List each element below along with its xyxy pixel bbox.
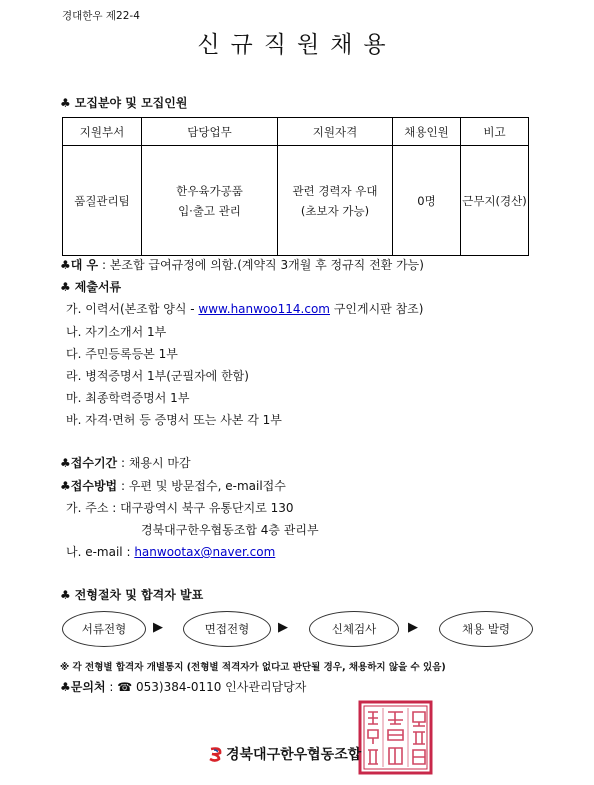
club-icon: ♣ — [60, 479, 71, 493]
section-process-heading — [60, 586, 203, 603]
arrow-right-icon: ▶ — [408, 620, 418, 635]
list-item: 라. 병적증명서 1부(군필자에 한함) — [66, 369, 249, 383]
doc-item-1-suffix: 구인게시판 참조) — [330, 302, 424, 316]
address-line-1: 가. 주소 : 대구광역시 북구 유통단지로 130 — [66, 501, 294, 515]
doc-item-1 — [66, 300, 423, 317]
club-icon: ♣ — [60, 96, 71, 110]
email-link[interactable]: hanwootax@naver.com — [134, 545, 276, 559]
benefit-line — [60, 256, 424, 273]
table-header-cell: 지원자격 — [278, 118, 393, 146]
section-recruit-heading — [60, 94, 187, 111]
email-line — [66, 543, 275, 560]
step-physical-exam: 신체검사 — [309, 611, 399, 647]
contact-text: : ☎ 053)384-0110 인사관리담당자 — [109, 680, 307, 694]
list-item: 마. 최종학력증명서 1부 — [66, 391, 190, 405]
cell-qual-line2: (초보자 가능) — [300, 203, 370, 218]
cooperative-logo-icon — [208, 746, 224, 762]
footer-org-name: 경북대구한우협동조합 — [226, 747, 362, 763]
cell-note: 근무지(경산) — [461, 146, 529, 256]
benefit-text: : 본조합 급여규정에 의함.(계약직 3개월 후 정규직 전환 가능) — [101, 258, 424, 272]
page-title: 신규직원채용 — [197, 32, 397, 58]
section-recruit-label: 모집분야 및 모집인원 — [74, 96, 188, 110]
method-text: : 우편 및 방문접수, e-mail접수 — [120, 479, 286, 493]
club-icon: ♣ — [60, 456, 71, 470]
cell-dept: 품질관리팀 — [63, 146, 142, 256]
table-header-cell: 지원부서 — [63, 118, 142, 146]
doc-item-1-prefix: 가. 이력서(본조합 양식 - — [66, 302, 199, 316]
section-docs-heading — [60, 278, 121, 295]
cell-duty — [142, 146, 278, 256]
document-number: 경대한우 제22-4 — [62, 10, 140, 22]
list-item: 바. 자격·면허 등 증명서 또는 사본 각 1부 — [66, 413, 282, 427]
period-text: : 채용시 마감 — [120, 456, 191, 470]
contact-line — [60, 678, 306, 695]
arrow-right-icon: ▶ — [153, 620, 163, 635]
benefit-label: 대 우 — [70, 258, 99, 272]
section-process-label: 전형절차 및 합격자 발표 — [74, 588, 204, 602]
website-link[interactable]: www.hanwoo114.com — [198, 302, 330, 316]
step-document-screening: 서류전형 — [62, 611, 146, 647]
step-interview: 면접전형 — [183, 611, 271, 647]
table-row — [63, 146, 529, 256]
step-appointment: 채용 발령 — [439, 611, 533, 647]
cell-qual-line1: 관련 경력자 우대 — [292, 183, 378, 198]
footer-organization — [208, 744, 361, 764]
method-line — [60, 477, 286, 494]
period-line — [60, 454, 191, 471]
period-label: 접수기간 — [70, 456, 118, 470]
cell-qualification — [278, 146, 393, 256]
table-header-cell: 채용인원 — [393, 118, 461, 146]
recruit-table — [62, 117, 529, 256]
club-icon: ♣ — [60, 280, 71, 294]
club-icon: ♣ — [60, 680, 71, 694]
club-icon: ♣ — [60, 588, 71, 602]
table-header-row — [63, 118, 529, 146]
arrow-right-icon: ▶ — [278, 620, 288, 635]
address-line-2: 경북대구한우협동조합 4층 관리부 — [141, 523, 319, 537]
list-item: 다. 주민등록등본 1부 — [66, 347, 178, 361]
cell-duty-line1: 한우육가공품 — [176, 183, 243, 198]
official-seal — [358, 700, 433, 775]
table-header-cell: 담당업무 — [142, 118, 278, 146]
method-label: 접수방법 — [70, 479, 118, 493]
section-docs-label: 제출서류 — [74, 280, 122, 294]
list-item: 나. 자기소개서 1부 — [66, 325, 167, 339]
club-icon: ♣ — [60, 258, 71, 272]
cell-count: 0명 — [393, 146, 461, 256]
email-prefix: 나. e-mail : — [66, 545, 135, 559]
cell-duty-line2: 입·출고 관리 — [178, 203, 241, 218]
table-header-cell: 비고 — [461, 118, 529, 146]
contact-label: 문의처 — [70, 680, 106, 694]
notice-text: ※ 각 전형별 합격자 개별통지 (전형별 적격자가 없다고 판단될 경우, 채용하지 않을 수 있음) — [60, 662, 446, 673]
